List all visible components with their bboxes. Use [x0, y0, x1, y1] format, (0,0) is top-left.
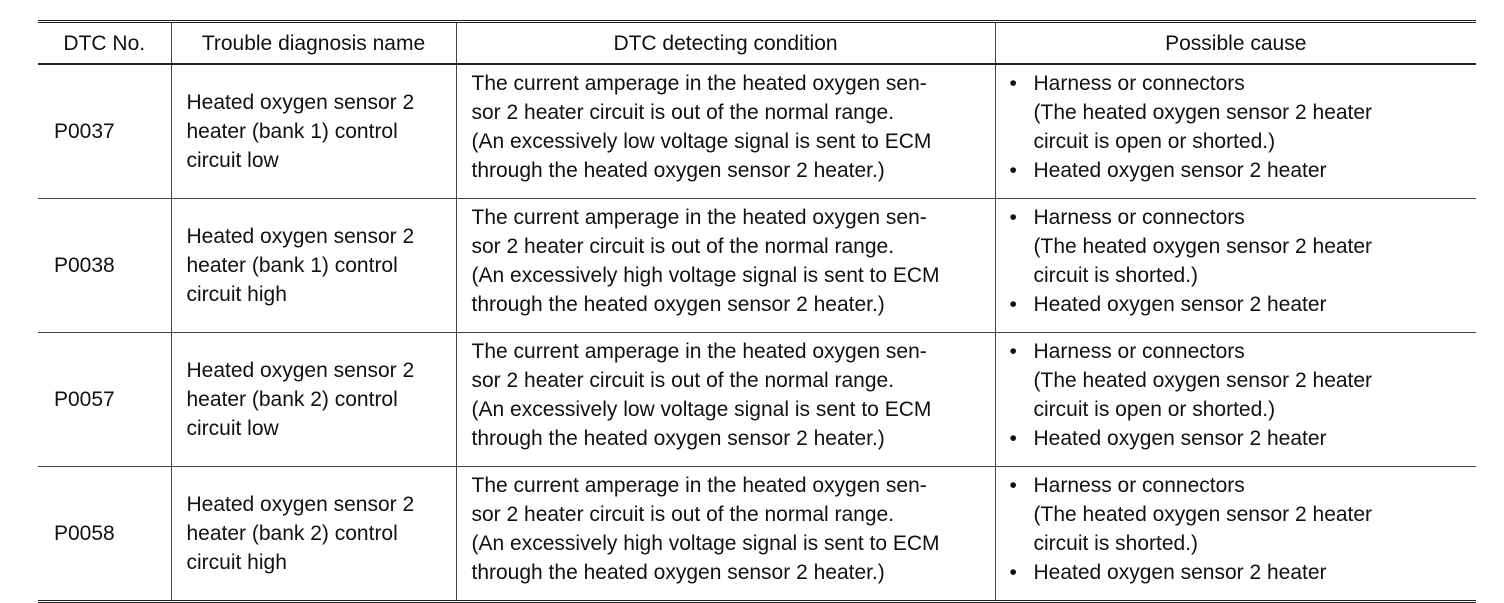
condition-line: through the heated oxygen sensor 2 heater.) — [471, 561, 885, 584]
cause-detail-line: circuit is shorted.) — [1033, 532, 1199, 555]
bullet-icon: • — [1009, 340, 1017, 363]
bullet-icon: • — [1009, 427, 1017, 450]
cause-detail-line: (The heated oxygen sensor 2 heater — [1033, 503, 1373, 526]
condition-line: (An excessively high voltage signal is sent to ECM — [471, 532, 940, 555]
cause-text: Heated oxygen sensor 2 heater — [1033, 293, 1327, 316]
diagnosis-name — [171, 467, 456, 602]
cause-bullet-item — [1010, 424, 1469, 453]
condition-line: through the heated oxygen sensor 2 heater.) — [471, 159, 885, 182]
dtc-table — [38, 20, 1476, 603]
diagnosis-name — [171, 333, 456, 467]
condition-line: (An excessively low voltage signal is sent to ECM — [471, 130, 932, 153]
cause-bullet-item — [1010, 69, 1469, 98]
cause-bullet-item — [1010, 290, 1469, 319]
cause-detail-line: (The heated oxygen sensor 2 heater — [1033, 369, 1373, 392]
header-row — [38, 22, 1476, 65]
cause-bullet-item — [1010, 203, 1469, 232]
condition-line: sor 2 heater circuit is out of the normal range. — [471, 369, 895, 392]
dtc-code: P0038 — [54, 254, 115, 277]
diagnosis-name-line: heater (bank 2) control — [186, 522, 398, 545]
condition-line: The current amperage in the heated oxygen sen- — [471, 206, 927, 229]
dtc-code: P0037 — [54, 120, 115, 143]
bullet-icon: • — [1009, 474, 1017, 497]
cause-detail-line: circuit is open or shorted.) — [1033, 398, 1276, 421]
possible-cause — [995, 333, 1476, 467]
bullet-icon: • — [1009, 206, 1017, 229]
diagnosis-name-line: heater (bank 1) control — [186, 254, 398, 277]
condition-line: sor 2 heater circuit is out of the normal range. — [471, 503, 895, 526]
cause-bullet-item — [1010, 337, 1469, 366]
diagnosis-name-line: circuit low — [186, 417, 279, 440]
detecting-condition — [456, 467, 995, 602]
dtc-code: P0057 — [54, 388, 115, 411]
cause-text: Harness or connectors — [1033, 340, 1245, 363]
condition-line: The current amperage in the heated oxygen sen- — [471, 72, 927, 95]
diagnosis-name-line: Heated oxygen sensor 2 — [186, 359, 415, 382]
cause-text: Harness or connectors — [1033, 474, 1245, 497]
bullet-icon: • — [1009, 561, 1017, 584]
header-dtc-no: DTC No. — [63, 31, 146, 55]
bullet-icon: • — [1009, 293, 1017, 316]
condition-line: through the heated oxygen sensor 2 heater.) — [471, 293, 885, 316]
table-header — [38, 22, 1476, 65]
condition-line: The current amperage in the heated oxygen sen- — [471, 474, 927, 497]
condition-line: The current amperage in the heated oxygen sen- — [471, 340, 927, 363]
cause-text: Heated oxygen sensor 2 heater — [1033, 561, 1327, 584]
diagnosis-name — [171, 64, 456, 199]
table-row — [38, 333, 1476, 467]
header-detecting-condition: DTC detecting condition — [456, 22, 995, 65]
cause-text: Heated oxygen sensor 2 heater — [1033, 427, 1327, 450]
possible-cause — [995, 199, 1476, 333]
detecting-condition — [456, 199, 995, 333]
detecting-condition — [456, 333, 995, 467]
diagnosis-name-line: Heated oxygen sensor 2 — [186, 225, 415, 248]
condition-line: sor 2 heater circuit is out of the normal range. — [471, 235, 895, 258]
condition-line: (An excessively low voltage signal is sent to ECM — [471, 398, 932, 421]
diagnosis-name-line: Heated oxygen sensor 2 — [186, 493, 415, 516]
possible-cause — [995, 64, 1476, 199]
condition-line: (An excessively high voltage signal is sent to ECM — [471, 264, 940, 287]
dtc-code: P0058 — [54, 522, 115, 545]
diagnosis-name-line: circuit high — [186, 551, 287, 574]
bullet-icon: • — [1009, 159, 1017, 182]
cause-detail-line: (The heated oxygen sensor 2 heater — [1033, 101, 1373, 124]
cause-text: Harness or connectors — [1033, 72, 1245, 95]
table-body — [38, 64, 1476, 602]
possible-cause — [995, 467, 1476, 602]
diagnosis-name-line: circuit low — [186, 149, 279, 172]
table-row — [38, 64, 1476, 199]
table-row — [38, 199, 1476, 333]
cause-bullet-item — [1010, 471, 1469, 500]
diagnosis-name — [171, 199, 456, 333]
cause-bullet-item — [1010, 558, 1469, 587]
cause-bullet-item — [1010, 156, 1469, 185]
cause-detail-line: (The heated oxygen sensor 2 heater — [1033, 235, 1373, 258]
header-possible-cause: Possible cause — [995, 22, 1476, 65]
diagnosis-name-line: heater (bank 2) control — [186, 388, 398, 411]
diagnosis-name-line: circuit high — [186, 283, 287, 306]
cause-detail-line: circuit is open or shorted.) — [1033, 130, 1276, 153]
diagnosis-name-line: heater (bank 1) control — [186, 120, 398, 143]
cause-text: Harness or connectors — [1033, 206, 1245, 229]
cause-text: Heated oxygen sensor 2 heater — [1033, 159, 1327, 182]
detecting-condition — [456, 64, 995, 199]
table-row — [38, 467, 1476, 602]
condition-line: through the heated oxygen sensor 2 heater.) — [471, 427, 885, 450]
cause-detail-line: circuit is shorted.) — [1033, 264, 1199, 287]
bullet-icon: • — [1009, 72, 1017, 95]
condition-line: sor 2 heater circuit is out of the normal range. — [471, 101, 895, 124]
diagnosis-name-line: Heated oxygen sensor 2 — [186, 91, 415, 114]
header-diagnosis-name: Trouble diagnosis name — [171, 22, 456, 65]
